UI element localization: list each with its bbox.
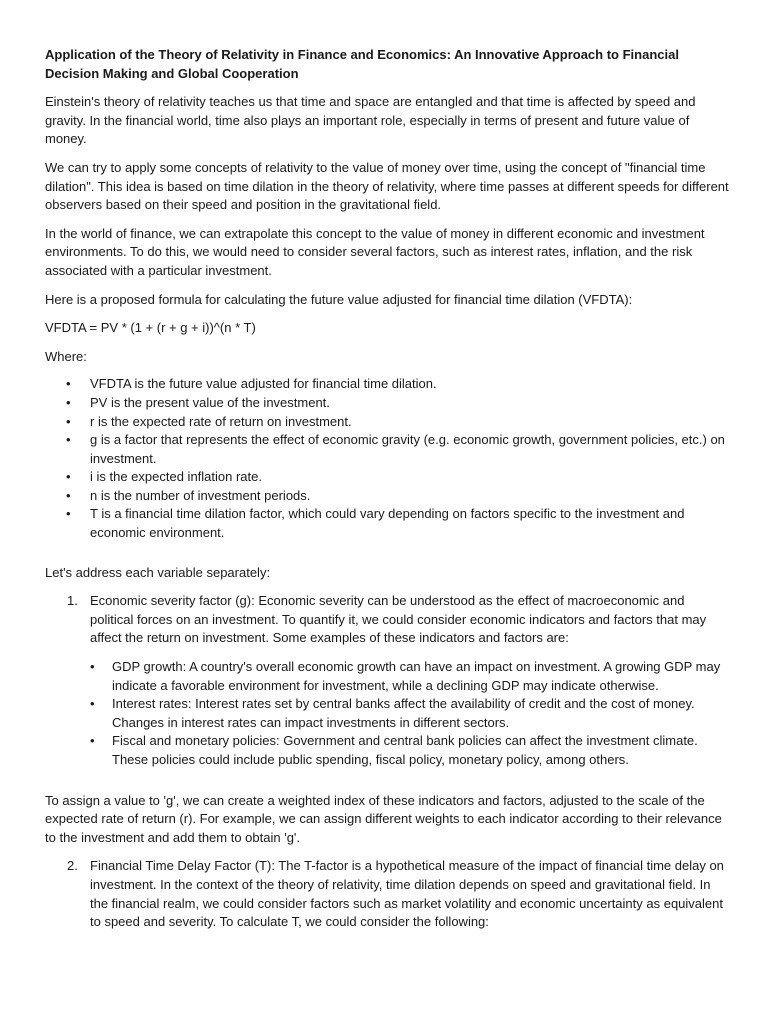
address-intro: Let's address each variable separately: — [45, 564, 271, 580]
numbered-list-1 — [45, 592, 730, 648]
numbered-item-1 — [45, 592, 730, 648]
list-item: • GDP growth: A country's overall economic growth can have an impact on investment. A growing GDP may indicate a favorable environment for investment, while a declining GDP may indicate otherwise. — [45, 658, 730, 695]
intro-paragraph-2: We can try to apply some concepts of relativity to the value of money over time, using the concept of "financial time dilation". This idea is based on time dilation in the theory of relativity, where time passes at different speeds for different observers based on their speed and position in the gravitational field. — [45, 159, 729, 213]
item-number: 1. — [67, 593, 78, 609]
list-item: • T is a financial time dilation factor, which could vary depending on factors specific to the investment and economic environment. — [45, 505, 730, 542]
list-item: • n is the number of investment periods. — [45, 487, 730, 506]
list-item: • g is a factor that represents the effect of economic gravity (e.g. economic growth, government policies, etc.) on investment. — [45, 431, 730, 468]
indicator-list — [45, 658, 730, 770]
list-item: • Fiscal and monetary policies: Government and central bank policies can affect the investment climate. These policies could include public spending, fiscal policy, monetary policy, among others. — [45, 732, 730, 769]
variable-list — [45, 375, 730, 542]
document-body — [45, 46, 730, 932]
formula: VFDTA = PV * (1 + (r + g + i))^(n * T) — [45, 320, 256, 336]
list-item: • r is the expected rate of return on investment. — [45, 413, 730, 432]
formula-intro: Here is a proposed formula for calculating the future value adjusted for financial time dilation (VFDTA): — [45, 291, 633, 307]
intro-paragraph-1: Einstein's theory of relativity teaches us that time and space are entangled and that time is affected by speed and gravity. In the financial world, time also plays an important role, especially in terms of present and future value of money. — [45, 94, 696, 147]
numbered-item-2 — [45, 857, 730, 931]
numbered-list-2 — [45, 857, 730, 931]
where-label: Where: — [45, 348, 87, 364]
item-text: Economic severity factor (g): Economic severity can be understood as the effect of macroeconomic and political forces on an investment. To quantify it, we could consider economic indicators and factors that may affect the return on investment. Some examples of these indicators and factors are: — [90, 593, 707, 646]
list-item: • Interest rates: Interest rates set by central banks affect the availability of credit and the cost of money. Changes in interest rates can impact investments in different sectors. — [45, 695, 730, 732]
assign-g-paragraph: To assign a value to 'g', we can create a weighted index of these indicators and factors, adjusted to the scale of the expected rate of return (r). For example, we can assign different weights to each indicator according to their relevance to the investment and add them to obtain 'g'. — [45, 792, 722, 845]
document-title: Application of the Theory of Relativity in Finance and Economics: An Innovative Approach to Financial Decision Making and Global Cooperation — [45, 47, 679, 81]
list-item: • i is the expected inflation rate. — [45, 468, 730, 487]
item-text: Financial Time Delay Factor (T): The T-factor is a hypothetical measure of the impact of financial time delay on investment. In the context of the theory of relativity, time dilation depends on speed and gravitational field. In the financial realm, we could consider factors such as market volatility and economic uncertainty as equivalent to speed and severity. To calculate T, we could consider the following: — [90, 858, 724, 930]
list-item: • PV is the present value of the investment. — [45, 394, 730, 413]
intro-paragraph-3: In the world of finance, we can extrapolate this concept to the value of money in different economic and investment environments. To do this, we would need to consider several factors, such as interest rates, inflation, and the risk associated with a particular investment. — [45, 225, 705, 278]
list-item: • VFDTA is the future value adjusted for financial time dilation. — [45, 375, 730, 394]
item-number: 2. — [67, 858, 78, 874]
